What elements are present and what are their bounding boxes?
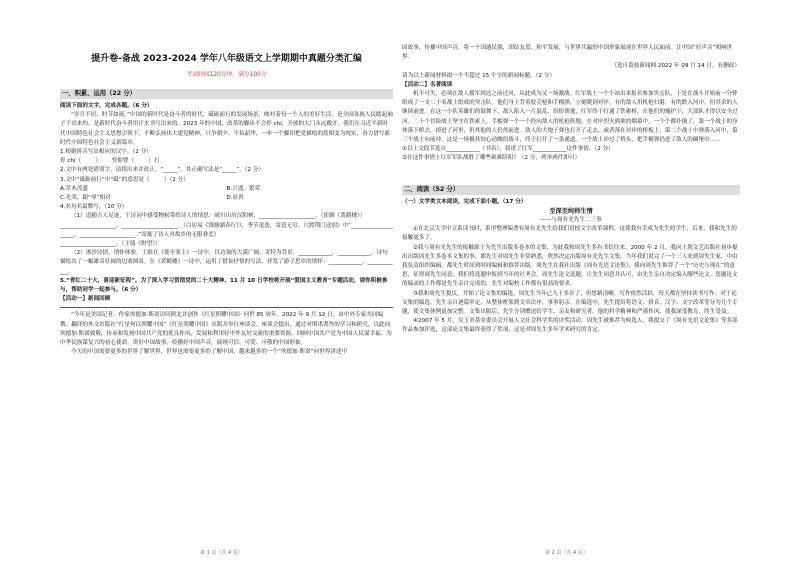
question-4-part-2: （2）渗沙诗情，情怀体验。王维在《使至塞上》一诗中，以边塞的大漠广阔、奇特为背景，____________，____________，诗句描绘出了一幅雄奇壮阔的边塞图景。在《黄鹤楼》一诗中，运用了借景抒情的写法，抒发了游子思乡的情怀：____________，____________。: [60, 250, 393, 275]
left-page-number: 第 1 页（共 4 页）: [200, 550, 243, 556]
activity-2-label: 【活动二】名著阅读: [402, 81, 453, 88]
answer-space: [402, 164, 740, 182]
question-4-part-1: （1）追随古人足迹，于诗词中感受物候带给诗人的情思：晴川历历汉阳树，____________________。（崔颢《黄鹤楼》）: [71, 213, 366, 220]
right-page-number: 第 2 页（共 4 页）: [545, 550, 588, 556]
divider: [60, 307, 393, 308]
question-1-options: 停 chí（ ） 竖仰譬（ ）石: [60, 158, 160, 165]
article-subtitle: ——与周有光先生二三事: [540, 217, 602, 224]
article-paragraph-1: ①在北京大学中文系读书时，系里整理编著有周有光先生给我们讲授文字改革课程，这使我有幸成为先生的学生，后来，我和先生的接触更多了。: [402, 226, 737, 242]
news-source: （选自荔枝新闻网 2022 年 09 月 14 日，有删改）: [611, 63, 740, 70]
news-paragraph-1: “今年是美国记者、作家埃德加·斯诺访问陕北并创作《红星照耀中国》问世 85 周年。2022 年 9 月 12 日，由中外专家共同编撰、翻译的外文出版社“红星何以照耀中国”《红星照耀中国》出版并举行座谈会。座谈会提出，通过对斯诺著作的学习和研究，以此向埃德加·斯诺致敬，传承和发扬中国共产党的优良作风，发展和利用好中外友好交流的重要资源，回顾中国共产党为中国人民谋幸福、为中华民族谋复兴的初心使命，讲好中国故事，传播好中国声音，展现可信、可爱、可敬的中国形象。: [60, 312, 392, 347]
article-title: 至深至纯师生情: [549, 207, 593, 215]
question-3: 3.文中“砥砺前行”中“砥”的意思是（ ）（2 分）: [60, 176, 189, 183]
q3-option-a: A.草木茂盛: [60, 185, 88, 192]
activity-1-label: 【活动一】新闻回顾: [60, 296, 111, 303]
question-4-part-1c: ____________________。（王绩《野望》）: [60, 241, 161, 248]
question-2: 2.文中有两处错别字，请找出来并改正。“_____”，其正确写法是“_____”。（2 分）: [60, 167, 265, 174]
question-4-part-1b: ____________________，____________________。（白居易《钱塘湖春行》），季节更迭，寄意无穷。（《渡荆门送别》中“____________________，____________________。”寄寓了诗人对故乡的无限眷恋）: [60, 222, 393, 238]
question-1: 1.根据拼音写出相应的汉字。（2 分）: [60, 149, 152, 156]
passage-paragraph: “岁月不居，时节如流。”中国的新时代是奋斗者的时代，砥砺前行的发展场景，映衬着每一个人的美好生活，是全国各族人民踏起袖子干出来的，是新时代奋斗者用汗水书写出来的。2023 年的中国，改革的脚步不会停 chí，开放的大门永远敞开。我们在习近平新时代中国特色社会主义思想引领下，不断弘扬伟大建党精神，只争朝夕、不负韶华，一步一个脚印把党描绘的蓝图变为现实，奋力谱写新时代中国特色社会主义新篇章。: [60, 112, 393, 146]
article-paragraph-2: ②我与周有光先生的接触源于为先生出版多卷本的文集，为此我和周先生多有书信往来。2000 年 2 月，我向上海文艺出版社初步提出出版周先生多卷本文集的事，都先生对周先生非常熟悉，欣然决定出版周有光先生文集。当年我们说完了一个三人来到周先生家，中由我负责组织编辑，都先生时间到时间编辑和推荐出版。周先生在我社出版《周有光语文论集》，我向周先生推荐了一个“历史与现在”的意思，征得周先生同意，我们将选题申报到当年的社务会。周先生论文选题，让先生同意并认可，由先生亲自决定编入哪些论文。选题论文的编录的工作都是先生亲自完成的，先生对编校工作都有很高的要求。: [402, 244, 738, 288]
section-heading-1: 一、积累、运用（22 分）: [60, 89, 393, 99]
reading-subsection-1: （一）文学类文本阅读，完成下面小题。（17 分）: [402, 198, 527, 205]
article-paragraph-4: ④2007 年 5 月，吴玉章基金委员会开展人文社会科学奖的评奖活动，周先生被推荐为候选人，我提交了《周有光语文论集》等多部作品参加评选，这部论文集最终获得了奖项，这是对周先生多年学术研究的肯定。: [402, 318, 738, 334]
book-excerpt: 机不可失，必须在敌人援军到达之前过河，从此成为又一场激战。红军战士一个个站出来报名参加突击队，于是在战斗开始前一分钟组成了一支二十名战士组成的突击队。他们身上背着驳壳枪和手榴弹，立刻爬到对岸。有的敌人用机枪扫射，有的跌入河中，但其余的人继续前进。在这一小队英雄们的鼓舞下，敌人陷入一片混乱，纷纷溃逃，红军终于打通了铁索桥，在他们的掩护下，大部队才得以安全过河。二十个冒险战士坚守在铁索上，手榴弹一个一个投向敌人的机枪阵地，在对岸烈火熊熊的烟幕中，一个个都扑倒了，第一个战士的身体落下桥去，掉进了河里，但其他的人仍然前进。敌人的大炮子弹也打开了走去，或者落在对岸的桥板上，第二个战士中弹落入河中，第三个战士向前冲，这是一场极其惊心动魄的战斗，终于打开了一条通道。一个战士冲过了桥头，把手榴弹扔进了敌人的碉堡中……: [402, 91, 738, 144]
news-continuation: 国故事，传播中国声音，将一个国通民强，团结友爱、和平发展、与世界共赢的中国形象展现在世界人民面前。让中国“好声音”唱响世界。: [402, 45, 733, 61]
news-title-question: 请为以上新闻材料拟一个不超过 15 个字的新闻标题。（2 分）: [402, 72, 556, 79]
reading-prompt: 阅读下面的文字，完成各题。（6 分）: [60, 103, 153, 109]
question-4: 4.名句名篇默写。（10 分）: [60, 204, 128, 211]
question-5: 5.“青红二十大，喜迎新征程”。为了深入学习贯彻党的二十大精神，11 月 10 日学校将开展“爱国主义教育”专题活动，请你积极参与，帮助同学一起参与。（6 分）: [60, 277, 388, 294]
q3-option-c: C.光荣，跟“辱”相对: [60, 195, 111, 202]
page-title: 提升卷-备战 2023-2024 学年八年级语文上学期期中真题分类汇编: [91, 54, 362, 64]
q3-option-b: B.兴盛，繁荣: [226, 185, 261, 192]
q3-options-row-1: [60, 185, 393, 194]
book-question-1: ①以上文段节选自____________（书名），叙述了红军____________这件事情。（2 分）: [402, 146, 614, 153]
page-subtitle: 考试时间120分钟，满分100分: [186, 72, 267, 78]
article-paragraph-3: ③我和周先生提议，开始了论文集的编选。周先生当年已九十多岁了，但思路清晰，写作依然活跃，每天都在坚持读书写作。对于论文集的编选，先生亲自逐篇审定，从整体框架到文章次序，事事躬亲。在编选中，先生提出将语文、拼音、汉字、文字改革等分为几个专题，使文集体例更加完整。文集出版后，先生分别赠送给学生、亲友和研究者。他的科学精神和严谨作风，使我深受教育，终生受益。: [402, 290, 738, 316]
book-question-2: ②在这件事情上红军军队战胜了哪些艰难险阻？（2 分，列举两件即可）: [402, 155, 581, 162]
section-heading-2: 二、阅读（52 分）: [402, 185, 740, 195]
right-column: [402, 44, 740, 336]
q3-option-d: D.显贵: [226, 195, 244, 202]
news-paragraph-2: 今天的中国需要更多的世界了解世界，世界也需要更多的了解中国，越来越多的一个“埃德加·斯诺”向世界讲述中: [71, 349, 348, 356]
q3-options-row-2: [60, 194, 393, 203]
left-column: [60, 86, 393, 357]
